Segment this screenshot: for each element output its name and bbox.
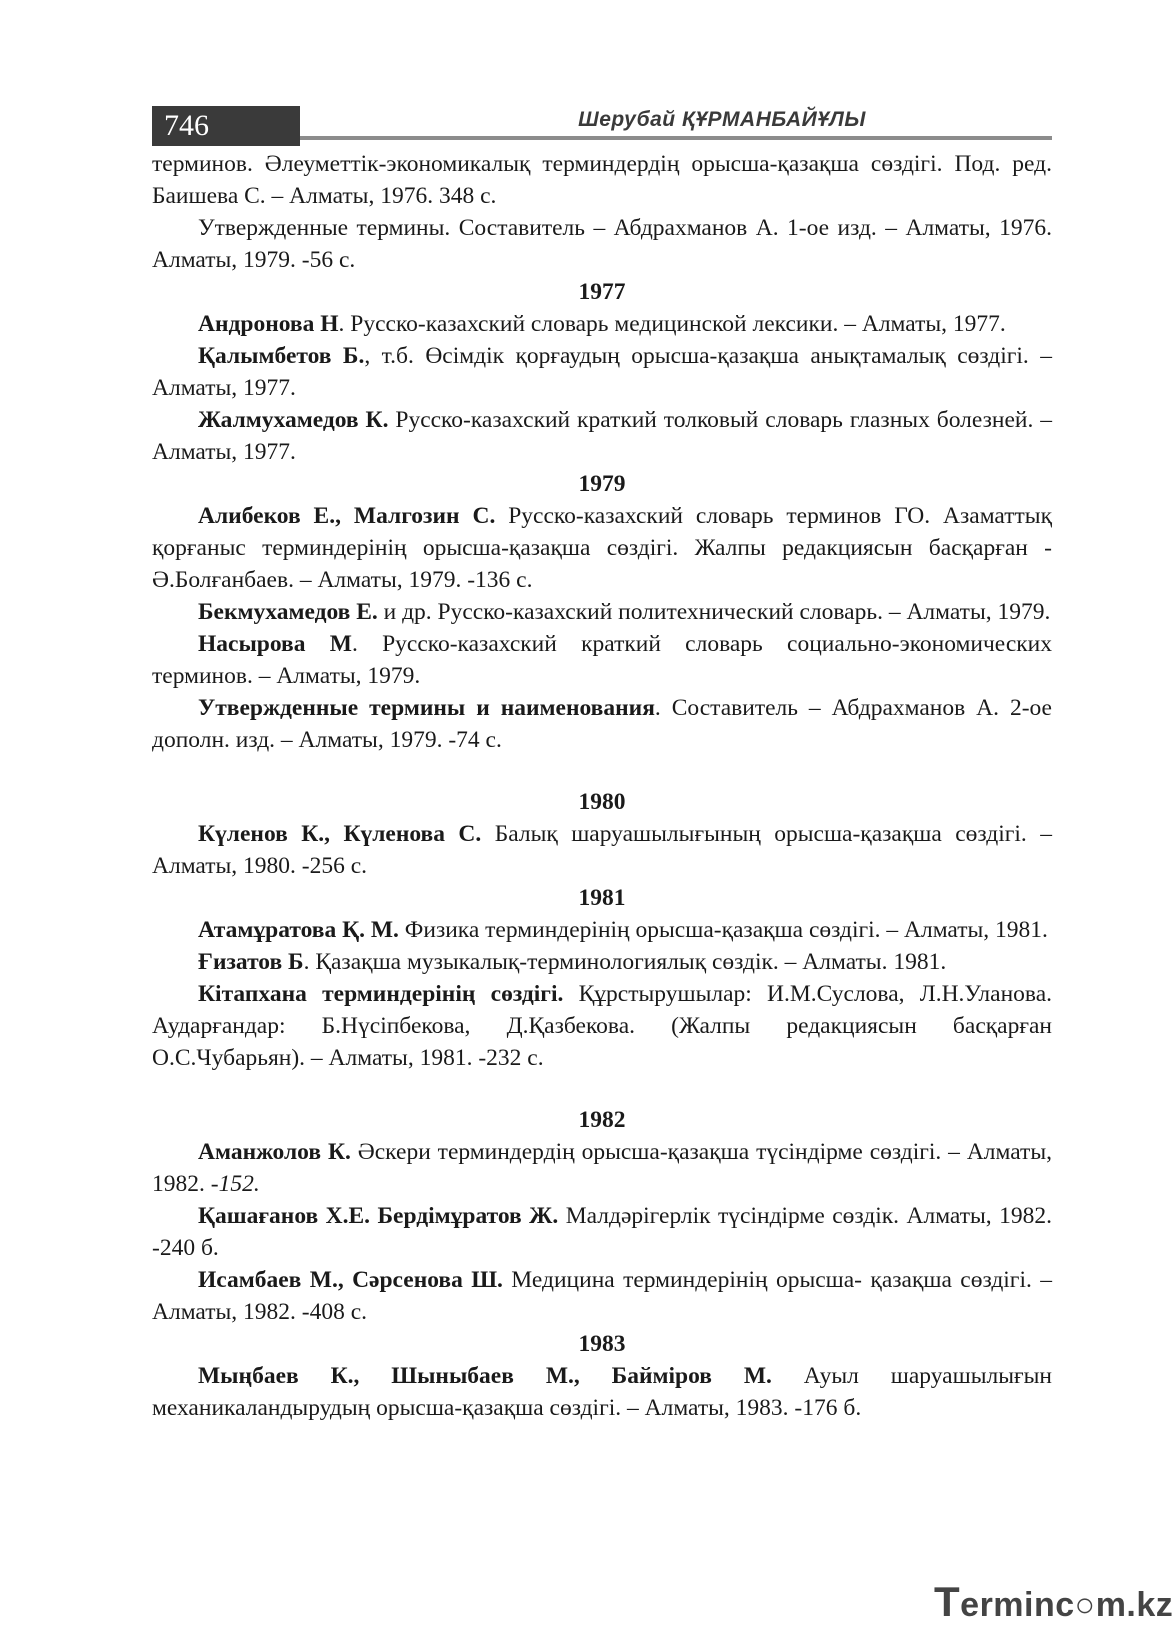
entry-author: Насырова М [198,631,352,657]
year-heading: 1977 [578,279,626,305]
bibliography-entry [152,404,1052,468]
entry-text: . Русско-казахский словарь медицинской лексики. – Алматы, 1977. [338,311,1006,337]
magnifier-icon: ○ [1074,1586,1096,1624]
bibliography-entry [152,500,1052,596]
entry-text: . Русско-казахский краткий словарь социально-экономических терминов. – Алматы, 1979. [152,631,1053,689]
entry-text: Медицина терминдерінің орысша- қазақша сөздігі. – Алматы, 1982. -408 с. [152,1267,1052,1325]
year-heading: 1983 [578,1331,626,1357]
bibliography-entry [152,212,1052,276]
entry-text: . Қазақша музыкалық-терминологиялық сөздік. – Алматы. 1981. [303,949,947,975]
entry-text: и др. Русско-казахский политехнический словарь. – Алматы, 1979. [377,599,1051,625]
entry-text: , т.б. Өсімдік қорғаудың орысша-қазақша анықтамалық сөздігі. – Алматы, 1977. [152,343,1052,401]
year-heading: 1980 [578,789,626,815]
bibliography-entry [152,596,1052,628]
bibliography-body [152,148,1052,1424]
entry-text: Физика терминдерінің орысша-қазақша сөздігі. – Алматы, 1981. [398,917,1048,943]
entry-author: Утвержденные термины и наименования [198,695,655,721]
entry-author: Алибеков Е., Малгозин С. [198,503,496,529]
bibliography-entry [152,308,1052,340]
entry-author: Аманжолов К. [198,1139,351,1165]
entry-author: Кітапхана терминдерінің сөздігі. [198,981,564,1007]
entry-pages: -152. [210,1171,260,1197]
running-header-author: Шерубай ҚҰРМАНБАЙҰЛЫ [578,108,866,131]
bibliography-entry [152,914,1052,946]
entry-author: Андронова Н [198,311,339,337]
entry-author: Исамбаев М., Сәрсенова Ш. [198,1267,503,1293]
entry-author: Қашағанов Х.Е. Бердімұратов Ж. [198,1203,559,1229]
year-heading: 1979 [578,471,626,497]
entry-text: Балық шаруашылығының орысша-қазақша сөздігі. – Алматы, 1980. -256 с. [152,821,1052,879]
entry-author: Қалымбетов Б. [198,343,365,369]
entry-text: . Составитель – Абдрахманов А. 2-ое дополн. изд. – Алматы, 1979. -74 с. [152,695,1052,753]
header-rule [300,136,1052,140]
bibliography-entry [152,1360,1052,1424]
year-heading: 1982 [578,1107,626,1133]
watermark-text: erminc [960,1586,1075,1624]
bibliography-entry [152,818,1052,882]
bibliography-entry [152,946,1052,978]
entry-text: Құрстырушылар: И.М.Суслова, Л.Н.Уланова. Аударғандар: Б.Нүсіпбекова, Д.Қазбекова. (Жалпы редакциясын басқарған О.С.Чубарьян). – Алматы, 1981. -232 с. [152,981,1052,1071]
page-number: 746 [152,106,300,146]
bibliography-entry [152,1136,1052,1200]
year-heading: 1981 [578,885,626,911]
entry-author: Мыңбаев К., Шыныбаев М., Байміров М. [198,1363,772,1389]
bibliography-entry [152,1264,1052,1328]
bibliography-entry [152,692,1052,756]
entry-text: терминов. Әлеуметтік-экономикалық терминдердің орысша-қазақша сөздігі. Под. ред. Баишева С. – Алматы, 1976. 348 с. [152,151,1052,209]
bibliography-entry [152,340,1052,404]
entry-author: Күленов К., Күленова С. [198,821,482,847]
entry-text: Әскери терминдердің орысша-қазақша түсіндірме сөздігі. – Алматы, 1982. [152,1139,1052,1197]
site-watermark [934,1578,1173,1626]
entry-text: Малдәрігерлік түсіндірме сөздік. Алматы, 1982. -240 б. [152,1203,1052,1261]
page-header [152,106,1052,146]
bibliography-entry [152,628,1052,692]
entry-author: Атамұратова Қ. М. [198,917,399,943]
entry-text: Русско-казахский словарь терминов ГО. Азаматтық қорғаныс терминдерінің орысша-қазақша сөздігі. Жалпы редакциясын басқарған - Ә.Болғанбаев. – Алматы, 1979. -136 с. [152,503,1052,593]
entry-text: Утвержденные термины. Составитель – Абдрахманов А. 1-ое изд. – Алматы, 1976. Алматы, 1979. -56 с. [152,215,1052,273]
bibliography-entry [152,978,1052,1074]
entry-text: Русско-казахский краткий толковый словарь глазных болезней. – Алматы, 1977. [152,407,1052,465]
bibliography-entry [152,1200,1052,1264]
entry-author: Ғизатов Б [198,949,304,975]
watermark-suffix: m.kz [1095,1586,1173,1624]
watermark-prefix: T [934,1578,961,1625]
entry-text: Ауыл шаруашылығын механикаландырудың орысша-қазақша сөздігі. – Алматы, 1983. -176 б. [152,1363,1053,1421]
entry-author: Жалмухамедов К. [198,407,389,433]
entry-author: Бекмухамедов Е. [198,599,378,625]
bibliography-entry [152,148,1052,212]
